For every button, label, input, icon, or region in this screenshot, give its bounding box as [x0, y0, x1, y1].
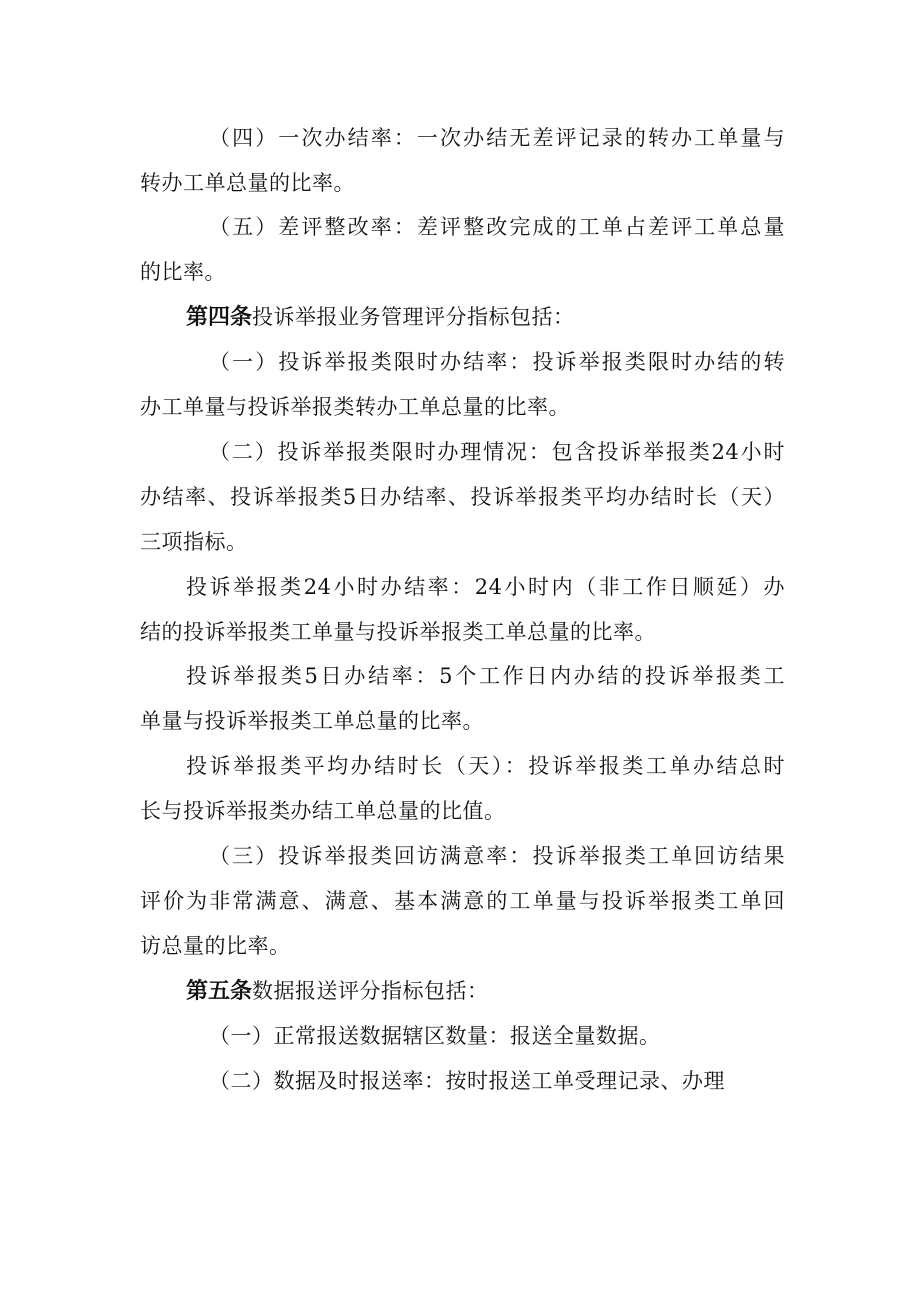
paragraph-line: 投诉举报类平均办结时长（天）：投诉举报类工单办结总时 — [186, 754, 785, 778]
paragraph-line: 投诉举报类5日办结率：5个工作日内办结的投诉举报类工 — [186, 664, 785, 688]
paragraph-line: （一）正常报送数据辖区数量：报送全量数据。 — [209, 1024, 661, 1048]
article-heading: 第四条 — [186, 305, 253, 330]
paragraph-line: 转办工单总量的比率。 — [140, 171, 355, 195]
paragraph-line: （三）投诉举报类回访满意率：投诉举报类工单回访结果 — [209, 844, 785, 868]
article-line: 第五条数据报送评分指标包括： — [186, 979, 489, 1004]
paragraph-line: 投诉举报类24小时办结率：24小时内（非工作日顺延）办 — [186, 575, 785, 599]
paragraph-line: 长与投诉举报类办结工单总量的比值。 — [140, 799, 506, 823]
paragraph-line: 单量与投诉举报类工单总量的比率。 — [140, 709, 484, 733]
paragraph-line: 评价为非常满意、满意、基本满意的工单量与投诉举报类工单回 — [140, 889, 785, 913]
paragraph-line: （四）一次办结率：一次办结无差评记录的转办工单量与 — [209, 126, 785, 150]
paragraph-line: 访总量的比率。 — [140, 934, 291, 958]
paragraph-line: 办结率、投诉举报类5日办结率、投诉举报类平均办结时长（天） — [140, 485, 785, 509]
paragraph-line: 三项指标。 — [140, 530, 248, 554]
paragraph-line: 结的投诉举报类工单量与投诉举报类工单总量的比率。 — [140, 620, 656, 644]
paragraph-line: （二）数据及时报送率：按时报送工单受理记录、办理 — [209, 1069, 725, 1093]
article-heading: 第五条 — [186, 979, 253, 1004]
article-line: 第四条投诉举报业务管理评分指标包括： — [186, 305, 575, 330]
paragraph-line: （一）投诉举报类限时办结率：投诉举报类限时办结的转 — [209, 350, 785, 374]
paragraph-line: （五）差评整改率：差评整改完成的工单占差评工单总量 — [209, 215, 785, 239]
paragraph-line: 的比率。 — [140, 260, 226, 284]
paragraph-line: （二）投诉举报类限时办理情况：包含投诉举报类24小时 — [209, 440, 785, 464]
paragraph-line: 办工单量与投诉举报类转办工单总量的比率。 — [140, 395, 570, 419]
